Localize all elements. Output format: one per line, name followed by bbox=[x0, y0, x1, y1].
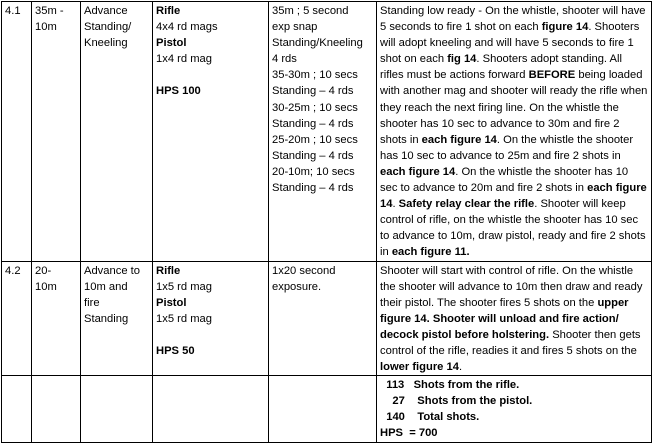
position-line: 10m and bbox=[84, 280, 128, 293]
exposure-line: 35m ; 5 second bbox=[272, 5, 349, 17]
rifle-mag: 1x5 rd mag bbox=[156, 280, 212, 293]
rifle-label: Rifle bbox=[156, 264, 181, 277]
exposure-line: exposure. bbox=[272, 280, 322, 293]
position-line: fire bbox=[84, 296, 100, 309]
range-line: 35m - bbox=[35, 5, 64, 17]
remarks-run: . Shooters will adopt kneeling and will have 5 seconds to fire 1 shot on each bbox=[380, 21, 640, 66]
remarks-text bbox=[380, 3, 648, 261]
remarks-run: being loaded with another mag and shooter will ready the rifle when they reach the next firing line. On the whistle the shooter has 10 sec to advance to 30m and fire 2 shots in bbox=[380, 69, 648, 146]
total-pistol-shots: 27 Shots from the pistol. bbox=[380, 395, 533, 408]
exposure-line: 1x20 second bbox=[272, 264, 336, 277]
table-row bbox=[2, 376, 652, 442]
position-line: Kneeling bbox=[84, 37, 128, 50]
remarks-emphasis: upper figure 14. bbox=[380, 296, 629, 325]
serial-cell bbox=[2, 2, 32, 262]
pistol-mag: 1x5 rd mag bbox=[156, 312, 212, 325]
remarks-cell bbox=[377, 2, 652, 262]
remarks-emphasis: Shooter will unload and fire action/ decock pistol before holstering. bbox=[380, 312, 619, 341]
empty-cell bbox=[2, 376, 32, 442]
remarks-emphasis: Safety relay clear the rifle bbox=[398, 198, 535, 211]
range-line: 10m bbox=[35, 21, 57, 34]
range-line: 20- bbox=[35, 264, 52, 277]
weapons-cell bbox=[153, 2, 269, 262]
range-cell bbox=[32, 261, 81, 376]
serial-cell bbox=[2, 261, 32, 376]
exposure-cell bbox=[269, 2, 377, 262]
total-rifle-shots: 113 Shots from the rifle. bbox=[380, 379, 520, 392]
serial-number: 4.1 bbox=[5, 5, 21, 17]
total-shots: 140 Total shots. bbox=[380, 411, 480, 424]
remarks-emphasis: lower figure 14 bbox=[380, 361, 459, 374]
remarks-emphasis: BEFORE bbox=[528, 69, 576, 82]
range-line: 10m bbox=[35, 280, 57, 293]
rifle-mag: 4x4 rd mags bbox=[156, 21, 218, 34]
pistol-mag: 1x4 rd mag bbox=[156, 53, 212, 66]
total-hps: HPS = 700 bbox=[380, 427, 438, 440]
exposure-line: Standing – 4 rds bbox=[272, 117, 354, 130]
remarks-run: Standing low ready - On the whistle, shooter will have 5 seconds to fire 1 shot on each bbox=[380, 5, 646, 34]
remarks-run: . Shooters adopt standing. All rifles must be actions forward bbox=[380, 53, 622, 82]
remarks-emphasis: each figure 14 bbox=[421, 133, 497, 146]
exposure-line: 30-25m ; 10 secs bbox=[272, 101, 358, 114]
remarks-run: . bbox=[392, 198, 399, 211]
remarks-text bbox=[380, 263, 648, 376]
exposure-line: 25-20m ; 10 secs bbox=[272, 133, 358, 146]
exposure-line: Standing/Kneeling bbox=[272, 37, 363, 50]
totals-cell bbox=[377, 376, 652, 442]
exposure-line: Standing – 4 rds bbox=[272, 182, 354, 195]
empty-cell bbox=[32, 376, 81, 442]
pistol-label: Pistol bbox=[156, 296, 187, 309]
empty-cell bbox=[269, 376, 377, 442]
exposure-line: 35-30m ; 10 secs bbox=[272, 69, 358, 82]
range-cell bbox=[32, 2, 81, 262]
remarks-emphasis: figure 14 bbox=[541, 21, 589, 34]
position-line: Advance to bbox=[84, 264, 140, 277]
table-row bbox=[2, 261, 652, 376]
remarks-emphasis: each figure 11. bbox=[391, 246, 470, 259]
remarks-emphasis: each figure 14 bbox=[380, 182, 647, 211]
remarks-run: Shooter then gets control of the rifle, readies it and fires 5 shots on the bbox=[380, 328, 641, 357]
spacer bbox=[156, 327, 265, 343]
remarks-emphasis: fig 14 bbox=[447, 53, 477, 66]
course-of-fire-table bbox=[1, 1, 652, 443]
position-cell bbox=[81, 261, 153, 376]
remarks-emphasis: each figure 14 bbox=[380, 165, 456, 178]
exposure-line: exp snap bbox=[272, 21, 318, 34]
exposure-line: Standing – 4 rds bbox=[272, 85, 354, 98]
exposure-line: 4 rds bbox=[272, 53, 297, 66]
weapons-cell bbox=[153, 261, 269, 376]
table-row bbox=[2, 2, 652, 262]
exposure-line: Standing – 4 rds bbox=[272, 149, 354, 162]
exposure-line: 20-10m; 10 secs bbox=[272, 165, 355, 178]
serial-number: 4.2 bbox=[5, 264, 21, 277]
empty-cell bbox=[153, 376, 269, 442]
position-cell bbox=[81, 2, 153, 262]
remarks-run: . On the whistle the shooter has 10 sec to advance to 25m and fire 2 shots in bbox=[380, 133, 634, 162]
pistol-label: Pistol bbox=[156, 37, 187, 50]
exposure-cell bbox=[269, 261, 377, 376]
remarks-run: Shooter will start with control of rifle. On the whistle the shooter will advance to 10m then draw and ready their pistol. The shooter fires 5 shots on the bbox=[380, 264, 643, 309]
spacer bbox=[156, 67, 265, 83]
remarks-cell bbox=[377, 261, 652, 376]
empty-cell bbox=[81, 376, 153, 442]
position-line: Advance bbox=[84, 5, 128, 17]
rifle-label: Rifle bbox=[156, 5, 181, 17]
remarks-run: . On the whistle the shooter has 10 sec to advance to 20m and fire 2 shots in bbox=[380, 165, 629, 195]
hps-value: HPS 100 bbox=[156, 85, 201, 98]
hps-value: HPS 50 bbox=[156, 344, 195, 357]
position-line: Standing/ bbox=[84, 21, 132, 34]
remarks-run: . Shooter will keep control of rifle, on the whistle the shooter has 10 sec to advance to 10m, draw pistol, ready and fire 2 shots in bbox=[380, 198, 646, 259]
remarks-run: . bbox=[458, 361, 463, 374]
position-line: Standing bbox=[84, 312, 129, 325]
